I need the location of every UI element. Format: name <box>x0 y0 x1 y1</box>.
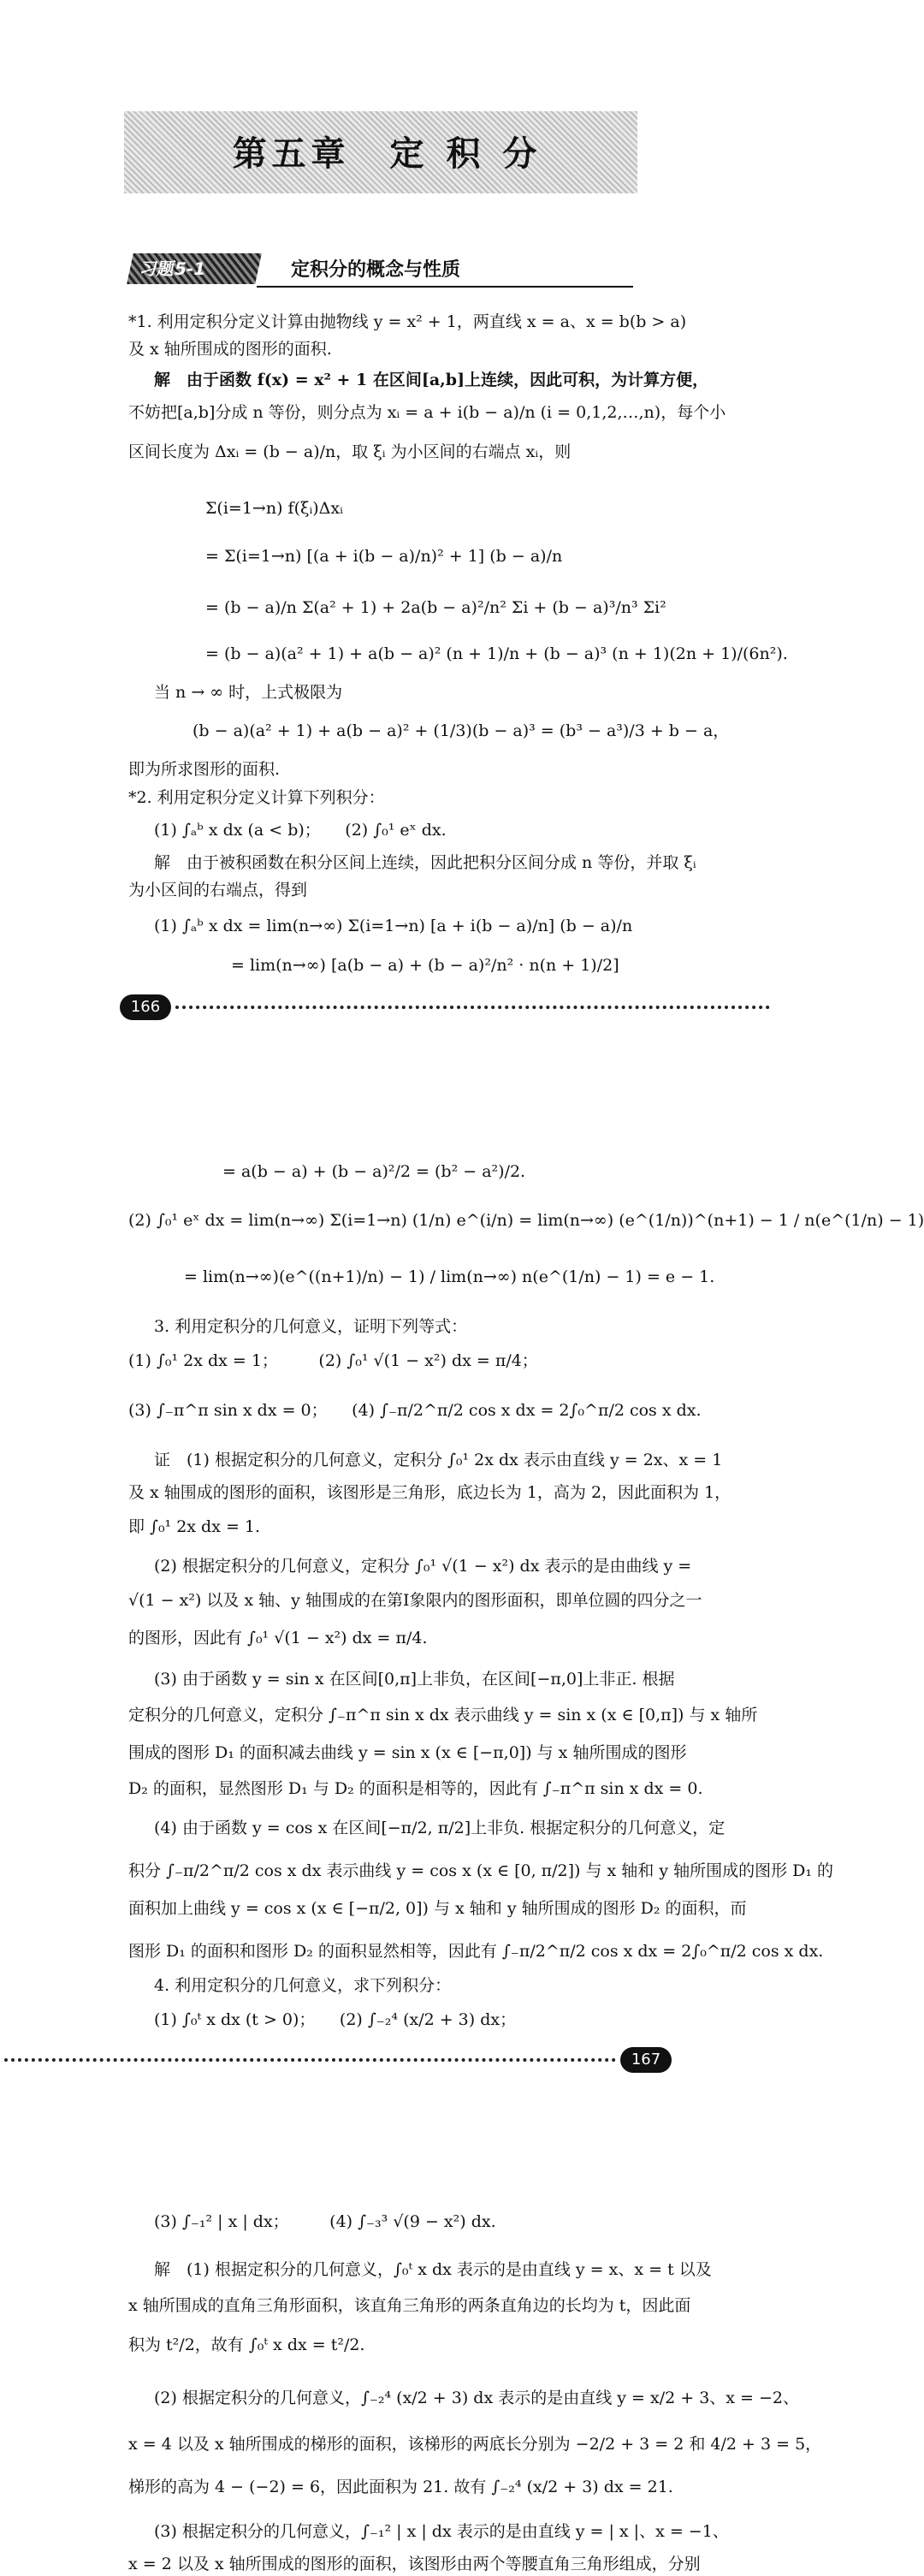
formula-line: (1) ∫ₐᵇ x dx = lim(n→∞) Σ(i=1→n) [a + i(b − a)/n] (b − a)/n <box>154 917 633 935</box>
section-tag: 习题5-1 <box>127 253 262 284</box>
text-line: 定积分的几何意义，定积分 ∫₋π^π sin x dx 表示曲线 y = sin x (x ∈ [0,π]) 与 x 轴所 <box>128 1706 758 1724</box>
text-line: 积分 ∫₋π/2^π/2 cos x dx 表示曲线 y = cos x (x ∈ [0, π/2]) 与 x 轴和 y 轴所围成的图形 D₁ 的 <box>128 1861 834 1880</box>
text-line: D₂ 的面积，显然图形 D₁ 与 D₂ 的面积是相等的，因此有 ∫₋π^π sin x dx = 0. <box>128 1779 703 1798</box>
text-line: 解 由于被积函数在积分区间上连续，因此把积分区间分成 n 等份，并取 ξᵢ <box>154 853 696 872</box>
formula-line: (b − a)(a² + 1) + a(b − a)² + (1/3)(b − a)³ = (b³ − a³)/3 + b − a， <box>192 721 730 740</box>
section-title: 定积分的概念与性质 <box>291 259 461 281</box>
formula-line: = lim(n→∞)(e^((n+1)/n) − 1) / lim(n→∞) n(e^(1/n) − 1) = e − 1. <box>184 1267 715 1286</box>
text-line: √(1 − x²) 以及 x 轴、y 轴围成的在第Ⅰ象限内的图形面积，即单位圆的四分之一 <box>128 1591 702 1610</box>
text-line: x = 2 以及 x 轴所围成的图形的面积，该图形由两个等腰直角三角形组成，分别 <box>128 2555 701 2573</box>
text-line: 面积加上曲线 y = cos x (x ∈ [−π/2, 0]) 与 x 轴和 y 轴所围成的图形 D₂ 的面积，而 <box>128 1899 747 1918</box>
text-line: 当 n → ∞ 时，上式极限为 <box>154 683 343 702</box>
text-line: 证 (1) 根据定积分的几何意义，定积分 ∫₀¹ 2x dx 表示由直线 y = 2x、x = 1 <box>154 1451 723 1469</box>
text-line: 为小区间的右端点，得到 <box>128 881 308 899</box>
formula-line: = a(b − a) + (b − a)²/2 = (b² − a²)/2. <box>222 1162 526 1181</box>
formula-line: (1) ∫ₐᵇ x dx (a < b)； (2) ∫₀¹ eˣ dx. <box>154 821 447 840</box>
text-line: 围成的图形 D₁ 的面积减去曲线 y = sin x (x ∈ [−π,0]) 与 x 轴所围成的图形 <box>128 1743 687 1762</box>
text-line: 解 由于函数 f(x) = x² + 1 在区间[a,b]上连续，因此可积，为计算方便， <box>154 371 709 389</box>
text-line: 解 (1) 根据定积分的几何意义，∫₀ᵗ x dx 表示的是由直线 y = x、x = t 以及 <box>154 2260 712 2279</box>
text-line: 及 x 轴所围成的图形的面积. <box>128 340 332 359</box>
text-line: 梯形的高为 4 − (−2) = 6，因此面积为 21. 故有 ∫₋₂⁴ (x/2 + 3) dx = 21. <box>128 2478 673 2496</box>
text-line: 及 x 轴围成的图形的面积，该图形是三角形，底边长为 1，高为 2，因此面积为 1， <box>128 1483 732 1502</box>
text-line: 即为所求图形的面积. <box>128 760 281 779</box>
text-line: x = 4 以及 x 轴所围成的梯形的面积，该梯形的两底长分别为 −2/2 + 3 = 2 和 4/2 + 3 = 5， <box>128 2435 822 2454</box>
formula-line: = lim(n→∞) [a(b − a) + (b − a)²/n² · n(n + 1)/2] <box>231 956 619 975</box>
text-line: (3) 由于函数 y = sin x 在区间[0,π]上非负，在区间[−π,0]上非正. 根据 <box>154 1670 675 1689</box>
formula-line: (1) ∫₀¹ 2x dx = 1； (2) ∫₀¹ √(1 − x²) dx = π/4； <box>128 1351 538 1370</box>
text-line: 区间长度为 Δxᵢ = (b − a)/n，取 ξᵢ 为小区间的右端点 xᵢ，则 <box>128 442 572 461</box>
formula-line: = Σ(i=1→n) [(a + i(b − a)/n)² + 1] (b − a)/n <box>205 547 563 566</box>
text-line: 积为 t²/2，故有 ∫₀ᵗ x dx = t²/2. <box>128 2336 365 2354</box>
formula-line: (3) ∫₋π^π sin x dx = 0； (4) ∫₋π/2^π/2 cos x dx = 2∫₀^π/2 cos x dx. <box>128 1401 702 1420</box>
text-line: *1. 利用定积分定义计算由抛物线 y = x² + 1，两直线 x = a、x = b(b > a) <box>128 312 687 331</box>
text-line: 3. 利用定积分的几何意义，证明下列等式： <box>154 1317 468 1336</box>
text-line: (4) 由于函数 y = cos x 在区间[−π/2, π/2]上非负. 根据定积分的几何意义，定 <box>154 1819 726 1837</box>
formula-line: = (b − a)/n Σ(a² + 1) + 2a(b − a)²/n² Σi + (b − a)³/n³ Σi² <box>205 598 666 617</box>
formula-line: (1) ∫₀ᵗ x dx (t > 0)； (2) ∫₋₂⁴ (x/2 + 3) dx； <box>154 2010 517 2029</box>
text-line: (2) 根据定积分的几何意义，∫₋₂⁴ (x/2 + 3) dx 表示的是由直线 y = x/2 + 3、x = −2、 <box>154 2389 800 2407</box>
formula-line: = (b − a)(a² + 1) + a(b − a)² (n + 1)/n + (b − a)³ (n + 1)(2n + 1)/(6n²). <box>205 644 788 663</box>
chapter-title: 第五章 定 积 分 <box>232 134 542 174</box>
formula-line: (2) ∫₀¹ eˣ dx = lim(n→∞) Σ(i=1→n) (1/n) e^(i/n) = lim(n→∞) (e^(1/n))^(n+1) − 1 / n(e^(1/n) − 1) <box>128 1211 924 1230</box>
formula-line: (3) ∫₋₁² | x | dx； (4) ∫₋₃³ √(9 − x²) dx. <box>154 2212 496 2231</box>
text-line: *2. 利用定积分定义计算下列积分： <box>128 788 385 807</box>
text-line: 4. 利用定积分的几何意义，求下列积分： <box>154 1976 452 1995</box>
page-divider <box>4 2058 616 2062</box>
section-rule <box>257 286 633 288</box>
text-line: 即 ∫₀¹ 2x dx = 1. <box>128 1517 261 1536</box>
text-line: 的图形，因此有 ∫₀¹ √(1 − x²) dx = π/4. <box>128 1629 428 1647</box>
text-line: (2) 根据定积分的几何意义，定积分 ∫₀¹ √(1 − x²) dx 表示的是由曲线 y = <box>154 1557 692 1576</box>
text-line: 图形 D₁ 的面积和图形 D₂ 的面积显然相等，因此有 ∫₋π/2^π/2 cos x dx = 2∫₀^π/2 cos x dx. <box>128 1942 824 1961</box>
text-line: (3) 根据定积分的几何意义，∫₋₁² | x | dx 表示的是由直线 y = | x |、x = −1、 <box>154 2522 729 2541</box>
page-divider <box>175 1006 770 1009</box>
formula-line: Σ(i=1→n) f(ξᵢ)Δxᵢ <box>205 499 343 518</box>
page-number-badge: 166 <box>120 994 171 1020</box>
text-line: x 轴所围成的直角三角形面积，该直角三角形的两条直角边的长均为 t，因此面 <box>128 2296 691 2315</box>
page-number-badge: 167 <box>620 2047 672 2073</box>
text-line: 不妨把[a,b]分成 n 等份，则分点为 xᵢ = a + i(b − a)/n (i = 0,1,2,…,n)，每个小 <box>128 403 726 422</box>
